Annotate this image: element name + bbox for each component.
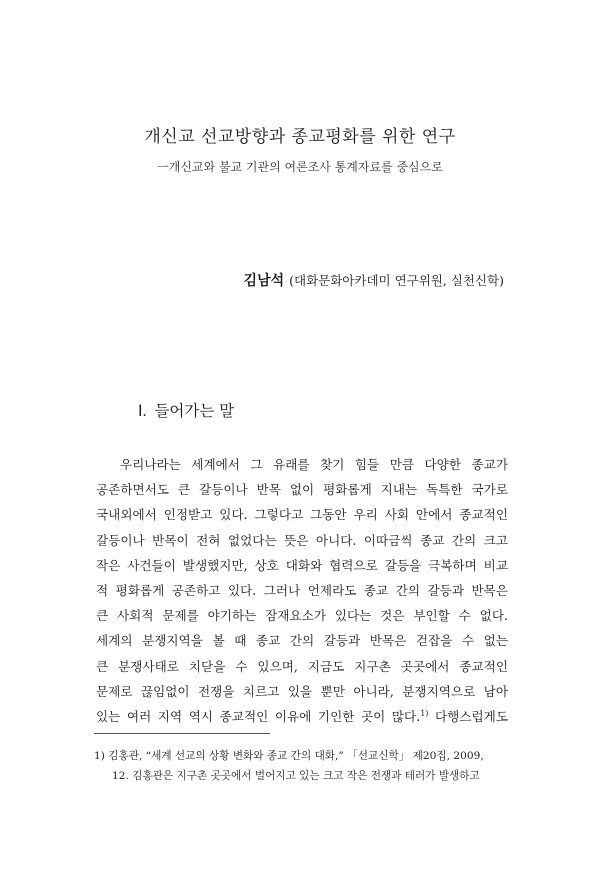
footnote-ref[interactable]: 1): [420, 708, 429, 718]
body-line-last: [96, 704, 508, 729]
body-line: 갈등이나 반목이 전혀 없었다는 뜻은 아니다. 이따금씩 종교 간의 크고: [96, 532, 508, 548]
body-line-text: 있는 여러 지역 역시 종교적인 이유에 기인한 곳이 많다.: [96, 708, 421, 724]
body-line: 공존하면서도 큰 갈등이나 반목 없이 평화롭게 지내는 독특한 국가로: [96, 482, 508, 498]
body-line: 큰 사회적 문제를 야기하는 잠재요소가 있다는 것은 부인할 수 없다.: [96, 608, 508, 624]
section-title: 들어가는 말: [154, 402, 235, 420]
section-number: Ⅰ.: [138, 403, 147, 420]
author-line: [244, 270, 504, 290]
body-line: 문제로 끊임없이 전쟁을 치르고 있을 뿐만 아니라, 분쟁지역으로 남아: [96, 683, 508, 699]
paper-title: 개신교 선교방향과 종교평화를 위한 연구: [144, 127, 456, 147]
paper-subtitle: ㅡ개신교와 불교 기관의 여론조사 통계자료를 중심으로: [157, 160, 443, 174]
footnote-divider: [94, 733, 270, 734]
body-line: 세계의 분쟁지역을 볼 때 종교 간의 갈등과 반목은 걷잡을 수 없는: [96, 633, 508, 649]
author-affiliation: (대화문화아카데미 연구위원, 실천신학): [289, 273, 504, 288]
footnote-line: 1) 김홍관, “세계 선교의 상황 변화와 종교 간의 대화,” 「선교신학」 제20집, 2009,: [94, 750, 484, 762]
section-heading: [138, 399, 234, 421]
footnote-block: [94, 746, 508, 786]
body-line: 적 평화롭게 공존하고 있다. 그러나 언제라도 종교 간의 갈등과 반목은: [96, 582, 508, 598]
body-line: 우리나라는 세계에서 그 유래를 찾기 힘들 만큼 다양한 종교가: [120, 457, 508, 472]
author-name: 김남석: [243, 273, 285, 289]
body-paragraph: [96, 452, 508, 729]
body-line: 국내외에서 인정받고 있다. 그렇다고 그동안 우리 사회 안에서 종교적인: [96, 507, 508, 523]
footnote-line: 12. 김홍관은 지구촌 곳곳에서 벌어지고 있는 크고 작은 전쟁과 테러가 발생하고: [112, 770, 480, 782]
body-line: 큰 분쟁사태로 치닫을 수 있으며, 지금도 지구촌 곳곳에서 종교적인: [96, 658, 508, 674]
body-line-tail: 다행스럽게도: [428, 708, 509, 724]
body-line: 작은 사건들이 발생했지만, 상호 대화와 협력으로 갈등을 극복하며 비교: [96, 557, 508, 573]
